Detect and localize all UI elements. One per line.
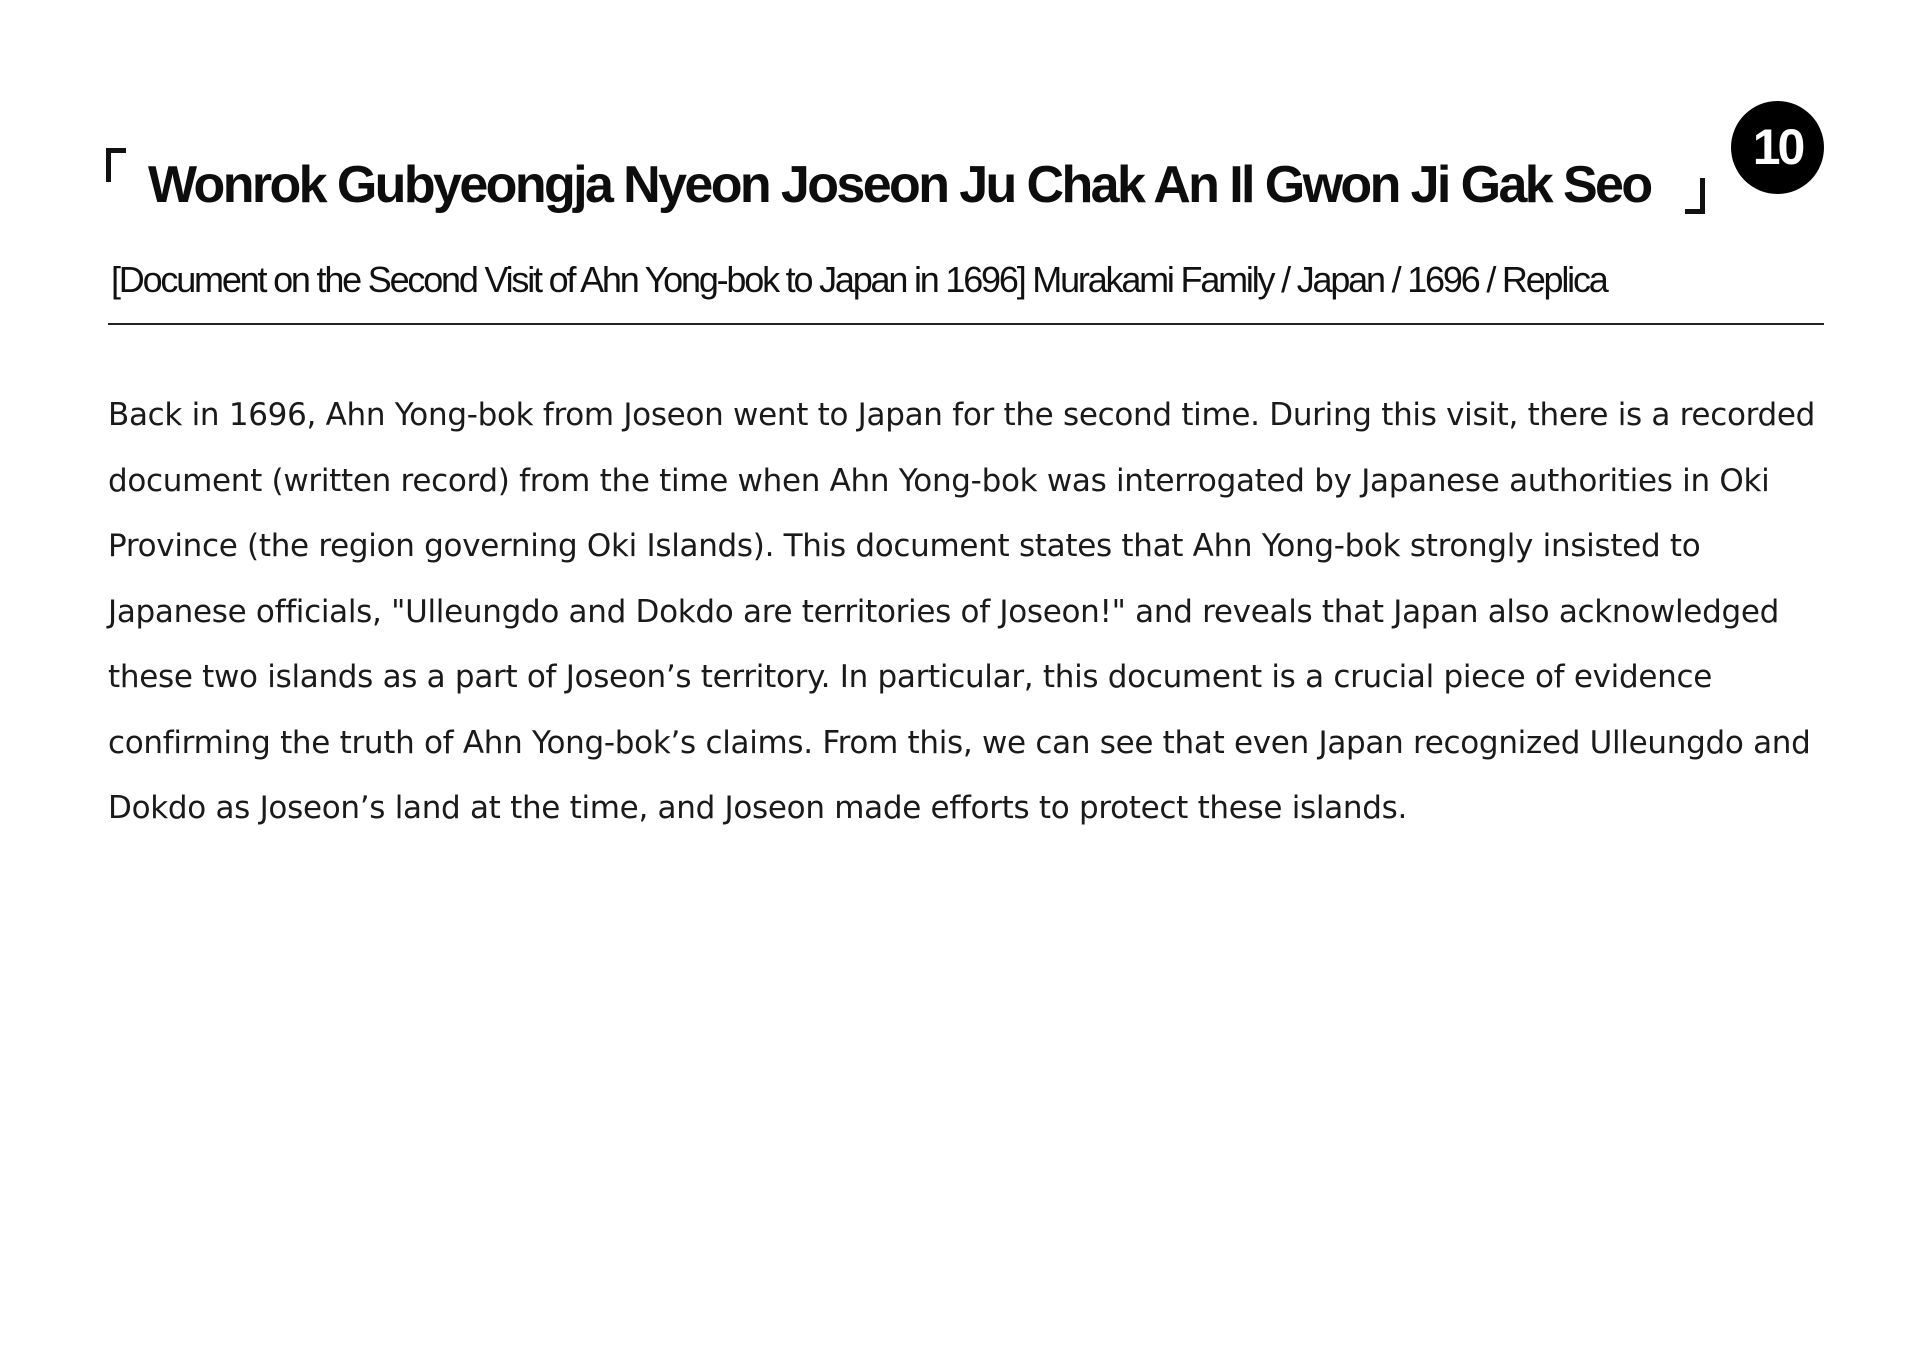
header-divider xyxy=(108,323,1824,325)
closing-corner-bracket xyxy=(1685,178,1705,214)
description-paragraph: Back in 1696, Ahn Yong-bok from Joseon went to Japan for the second time. During this visit, there is a recorded document (written record) from the time when Ahn Yong-bok was interrogated by Japanese authorities in Oki Province (the region governing Oki Islands). This document states that Ahn Yong-bok strongly insisted to Japanese officials, "Ulleungdo and Dokdo are territories of Joseon!" and reveals that Japan also acknowledged these two islands as a part of Joseon’s territory. In particular, this document is a crucial piece of evidence confirming the truth of Ahn Yong-bok’s claims. From this, we can see that even Japan recognized Ulleungdo and Dokdo as Joseon’s land at the time, and Joseon made efforts to protect these islands. xyxy=(108,397,1816,826)
opening-corner-bracket xyxy=(106,148,126,182)
page-title: Wonrok Gubyeongja Nyeon Joseon Ju Chak An Il Gwon Ji Gak Seo xyxy=(148,156,1651,214)
title-row xyxy=(100,140,1800,230)
document-subtitle: [Document on the Second Visit of Ahn Yong-bok to Japan in 1696] Murakami Family / Japan / 1696 / Replica xyxy=(111,259,1607,300)
item-number-badge: 10 xyxy=(1731,101,1824,194)
